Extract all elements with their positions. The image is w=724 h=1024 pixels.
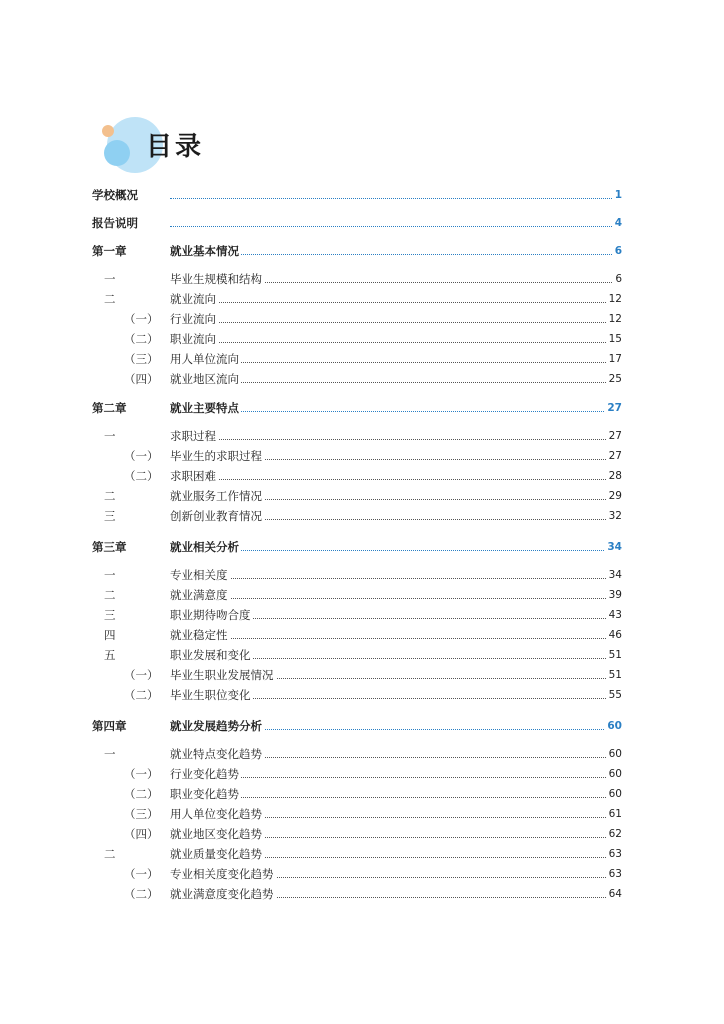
toc-page-number: 27 bbox=[607, 426, 622, 446]
toc-page-number: 12 bbox=[607, 289, 622, 309]
toc-entry-title: 职业变化趋势 bbox=[170, 784, 241, 804]
toc-entry[interactable] bbox=[92, 289, 622, 309]
toc-entry[interactable] bbox=[92, 185, 622, 205]
toc-entry-title: 职业发展和变化 bbox=[170, 645, 253, 665]
page-title: 目录 bbox=[146, 132, 205, 162]
toc-entry[interactable] bbox=[92, 486, 622, 506]
toc-page-number: 34 bbox=[607, 565, 622, 585]
toc-entry-number: （四） bbox=[124, 372, 159, 386]
toc-entry-number: 第四章 bbox=[92, 719, 127, 733]
toc-entry-number: （三） bbox=[124, 807, 159, 821]
toc-entry-number: 五 bbox=[104, 648, 116, 662]
toc-leader-dots bbox=[170, 479, 622, 480]
toc-entry-number: （一） bbox=[124, 867, 159, 881]
toc-entry[interactable] bbox=[92, 349, 622, 369]
toc-entry-title: 毕业生的求职过程 bbox=[170, 446, 264, 466]
toc-entry-title: 专业相关度 bbox=[170, 565, 230, 585]
toc-entry-number: （二） bbox=[124, 787, 159, 801]
toc-entry-number: 学校概况 bbox=[92, 188, 138, 202]
toc-entry-number: （一） bbox=[124, 449, 159, 463]
toc-entry[interactable] bbox=[92, 764, 622, 784]
toc-entry-title: 用人单位流向 bbox=[170, 349, 241, 369]
toc-entry-number: 一 bbox=[104, 568, 116, 582]
toc-entry-title: 用人单位变化趋势 bbox=[170, 804, 264, 824]
toc-entry-title: 就业服务工作情况 bbox=[170, 486, 264, 506]
toc-leader-dots bbox=[170, 578, 622, 579]
toc-entry-title: 就业相关分析 bbox=[170, 537, 241, 557]
toc-entry-number: （二） bbox=[124, 469, 159, 483]
toc-entry[interactable] bbox=[92, 565, 622, 585]
toc-leader-dots bbox=[170, 226, 622, 227]
toc-page-number: 28 bbox=[607, 466, 622, 486]
toc-entry-number: 四 bbox=[104, 628, 116, 642]
toc-entry-title: 行业变化趋势 bbox=[170, 764, 241, 784]
toc-entry[interactable] bbox=[92, 585, 622, 605]
toc-entry-number: （一） bbox=[124, 767, 159, 781]
toc-page-number: 64 bbox=[607, 884, 622, 904]
toc-page-number: 63 bbox=[607, 844, 622, 864]
toc-entry-number: （二） bbox=[124, 887, 159, 901]
toc-page-number: 29 bbox=[607, 486, 622, 506]
toc-leader-dots bbox=[170, 322, 622, 323]
toc-entry-number: 二 bbox=[104, 847, 116, 861]
toc-entry-title: 专业相关度变化趋势 bbox=[170, 864, 276, 884]
toc-entry-title: 就业满意度 bbox=[170, 585, 230, 605]
toc-leader-dots bbox=[170, 198, 622, 199]
toc-entry[interactable] bbox=[92, 625, 622, 645]
toc-entry[interactable] bbox=[92, 446, 622, 466]
toc-entry-number: 第一章 bbox=[92, 244, 127, 258]
toc-leader-dots bbox=[170, 302, 622, 303]
toc-entry-number: 报告说明 bbox=[92, 216, 138, 230]
toc-page-number: 62 bbox=[607, 824, 622, 844]
toc-entry-title: 就业满意度变化趋势 bbox=[170, 884, 276, 904]
toc-page-number: 34 bbox=[605, 537, 622, 557]
toc-entry-number: 第二章 bbox=[92, 401, 127, 415]
toc-entry-title: 求职过程 bbox=[170, 426, 218, 446]
toc-entry-title: 毕业生职位变化 bbox=[170, 685, 253, 705]
toc-entry-title: 就业地区流向 bbox=[170, 369, 241, 389]
toc-page-number: 60 bbox=[605, 716, 622, 736]
toc-entry-number: （一） bbox=[124, 312, 159, 326]
toc-page-number: 51 bbox=[607, 665, 622, 685]
toc-page-number: 46 bbox=[607, 625, 622, 645]
toc-entry-title: 就业地区变化趋势 bbox=[170, 824, 264, 844]
toc-page-number: 27 bbox=[607, 446, 622, 466]
toc-page-number: 51 bbox=[607, 645, 622, 665]
toc-entry-number: （二） bbox=[124, 332, 159, 346]
toc-entry[interactable] bbox=[92, 864, 622, 884]
toc-entry[interactable] bbox=[92, 398, 622, 418]
toc-entry[interactable] bbox=[92, 804, 622, 824]
toc-entry[interactable] bbox=[92, 506, 622, 526]
toc-entry-title: 求职困难 bbox=[170, 466, 218, 486]
toc-entry[interactable] bbox=[92, 665, 622, 685]
toc-entry-number: （一） bbox=[124, 668, 159, 682]
toc-entry[interactable] bbox=[92, 241, 622, 261]
toc-page-number: 27 bbox=[605, 398, 622, 418]
toc-entry[interactable] bbox=[92, 537, 622, 557]
toc-entry[interactable] bbox=[92, 824, 622, 844]
toc-entry-title: 毕业生规模和结构 bbox=[170, 269, 264, 289]
toc-entry-number: 三 bbox=[104, 509, 116, 523]
toc-entry-title: 就业主要特点 bbox=[170, 398, 241, 418]
toc-leader-dots bbox=[170, 598, 622, 599]
toc-page-number: 55 bbox=[607, 685, 622, 705]
toc-page-number: 6 bbox=[613, 241, 622, 261]
toc-entry[interactable] bbox=[92, 744, 622, 764]
toc-entry-title: 职业期待吻合度 bbox=[170, 605, 253, 625]
toc-page-number: 4 bbox=[613, 213, 622, 233]
toc-page-number: 39 bbox=[607, 585, 622, 605]
toc-leader-dots bbox=[170, 342, 622, 343]
toc-entry-number: （二） bbox=[124, 688, 159, 702]
toc-entry-title: 就业特点变化趋势 bbox=[170, 744, 264, 764]
toc-entry-number: 一 bbox=[104, 272, 116, 286]
toc-entry[interactable] bbox=[92, 369, 622, 389]
toc-entry-title: 毕业生职业发展情况 bbox=[170, 665, 276, 685]
toc-page-number: 60 bbox=[607, 744, 622, 764]
toc-page-number: 6 bbox=[613, 269, 622, 289]
toc-entry[interactable] bbox=[92, 685, 622, 705]
toc-entry-number: 二 bbox=[104, 588, 116, 602]
toc-entry[interactable] bbox=[92, 645, 622, 665]
toc-page-number: 17 bbox=[607, 349, 622, 369]
toc-page-number: 12 bbox=[607, 309, 622, 329]
toc-entry-title: 就业流向 bbox=[170, 289, 218, 309]
toc-page-number: 25 bbox=[607, 369, 622, 389]
toc-entry-title: 创新创业教育情况 bbox=[170, 506, 264, 526]
toc-page-number: 63 bbox=[607, 864, 622, 884]
toc-entry-title: 就业发展趋势分析 bbox=[170, 716, 264, 736]
toc-entry-number: 一 bbox=[104, 747, 116, 761]
toc-entry[interactable] bbox=[92, 844, 622, 864]
toc-entry-title: 就业基本情况 bbox=[170, 241, 241, 261]
toc-page-number: 60 bbox=[607, 784, 622, 804]
toc-entry[interactable] bbox=[92, 884, 622, 904]
toc-entry[interactable] bbox=[92, 213, 622, 233]
toc-entry[interactable] bbox=[92, 329, 622, 349]
toc-page-number: 1 bbox=[613, 185, 622, 205]
toc-entry[interactable] bbox=[92, 605, 622, 625]
toc-entry-title: 行业流向 bbox=[170, 309, 218, 329]
toc-entry-number: 一 bbox=[104, 429, 116, 443]
toc-entry[interactable] bbox=[92, 784, 622, 804]
toc-entry[interactable] bbox=[92, 309, 622, 329]
toc-entry-number: （三） bbox=[124, 352, 159, 366]
toc-entry-title: 就业稳定性 bbox=[170, 625, 230, 645]
toc-page-number: 61 bbox=[607, 804, 622, 824]
toc-entry[interactable] bbox=[92, 716, 622, 736]
toc-entry-number: 第三章 bbox=[92, 540, 127, 554]
toc-entry[interactable] bbox=[92, 466, 622, 486]
toc-page-number: 43 bbox=[607, 605, 622, 625]
toc-entry[interactable] bbox=[92, 426, 622, 446]
toc-leader-dots bbox=[170, 439, 622, 440]
toc-entry[interactable] bbox=[92, 269, 622, 289]
toc-entry-number: 三 bbox=[104, 608, 116, 622]
toc-page-number: 32 bbox=[607, 506, 622, 526]
toc-entry-number: 二 bbox=[104, 292, 116, 306]
toc-leader-dots bbox=[170, 638, 622, 639]
toc-entry-title: 职业流向 bbox=[170, 329, 218, 349]
toc-page-number: 60 bbox=[607, 764, 622, 784]
toc-page-number: 15 bbox=[607, 329, 622, 349]
toc-entry-number: 二 bbox=[104, 489, 116, 503]
toc-entry-title: 就业质量变化趋势 bbox=[170, 844, 264, 864]
toc-entry-number: （四） bbox=[124, 827, 159, 841]
